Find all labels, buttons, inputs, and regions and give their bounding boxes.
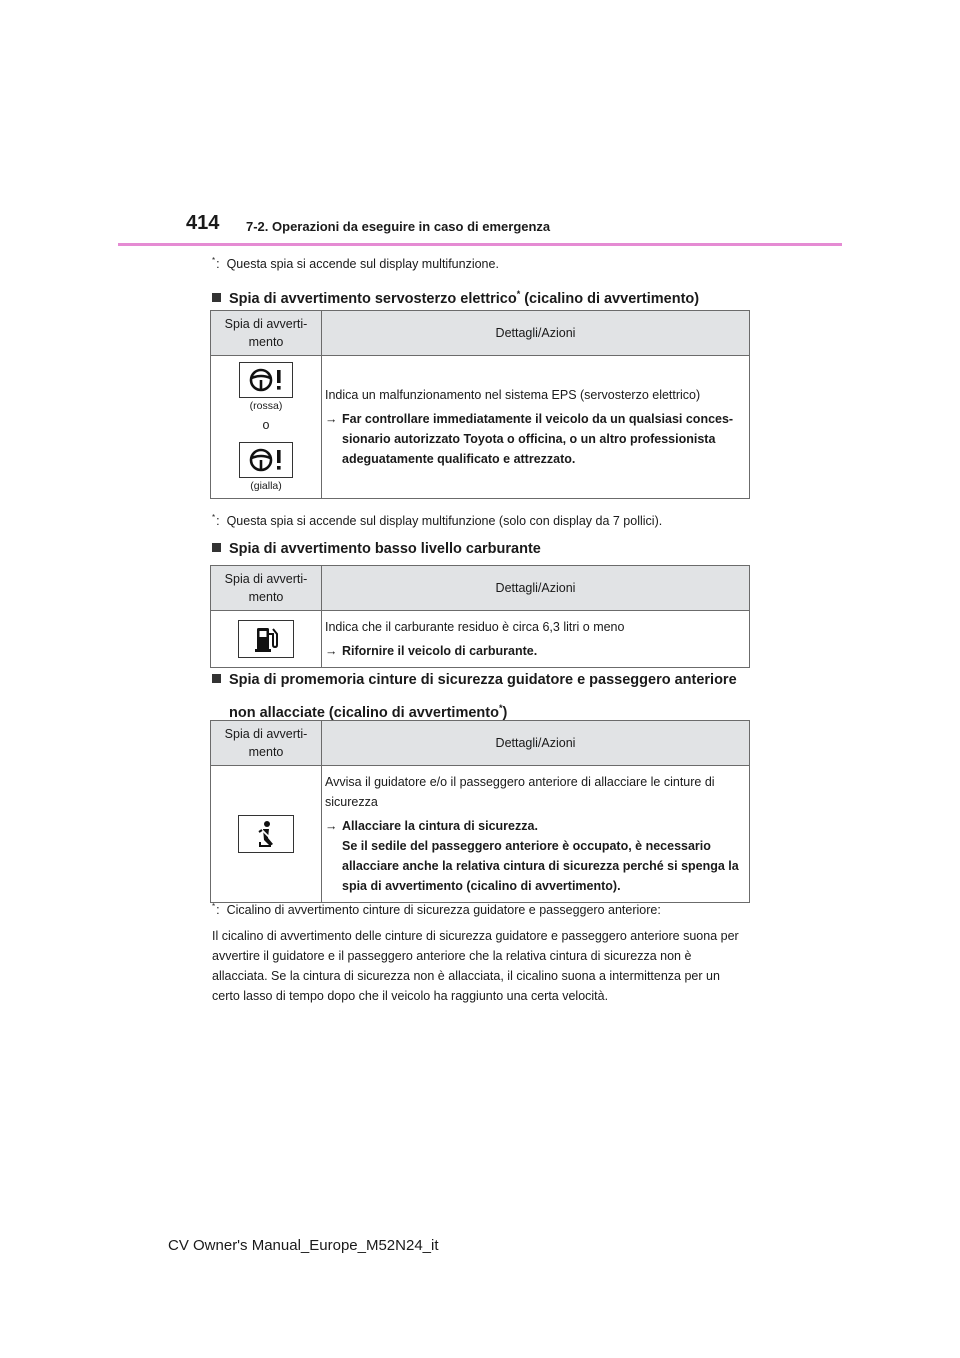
fuel-action-text: Rifornire il veicolo di carburante.: [342, 644, 538, 658]
eps-details-cell: [322, 356, 750, 499]
seatbelt-action: [325, 816, 745, 896]
column-header-details: Dettagli/Azioni: [322, 566, 750, 611]
eps-heading: [212, 282, 699, 311]
seatbelt-icon-cell: [211, 766, 322, 903]
fuel-icon-cell: [211, 611, 322, 668]
seatbelt-details-cell: [322, 766, 750, 903]
eps-icon-cell: [211, 356, 322, 499]
column-header-warning-light: Spia di avverti-mento: [211, 566, 322, 611]
footnote-text: Questa spia si accende sul display multifunzione.: [226, 257, 499, 272]
square-bullet-icon: [212, 543, 221, 552]
seatbelt-description: Avvisa il guidatore e/o il passeggero anteriore di allacciare le cinture di sicurezza: [325, 775, 715, 809]
steering-warning-icon: [239, 442, 293, 478]
seatbelt-action-line2: Se il sedile del passeggero anteriore è occupato, è necessario allacciare anche la relativa cintura di sicurezza perché si spenga la spia di avvertimento (cicalino di avvertimento).: [342, 839, 739, 893]
fuel-heading-text: Spia di avvertimento basso livello carburante: [229, 541, 541, 557]
footnote-text: Questa spia si accende sul display multifunzione (solo con display da 7 pollici).: [226, 514, 663, 529]
fuel-action: [325, 641, 745, 661]
table-row: [211, 766, 750, 903]
footnote-asterisk: *: [212, 256, 216, 265]
fuel-heading: [212, 537, 541, 561]
seatbelt-action-line1: Allacciare la cintura di sicurezza.: [342, 819, 538, 833]
square-bullet-icon: [212, 674, 221, 683]
seatbelt-heading-suffix: ): [502, 704, 508, 721]
footnote-colon: :: [216, 257, 220, 272]
or-label: o: [262, 418, 270, 432]
yellow-label: (gialla): [250, 480, 282, 492]
fuel-description: Indica che il carburante residuo è circa 6,3 litri o meno: [325, 620, 625, 634]
footnote-asterisk: *: [498, 703, 503, 713]
column-header-details: Dettagli/Azioni: [322, 721, 750, 766]
red-label: (rossa): [249, 400, 283, 412]
fuel-warning-table: [210, 565, 750, 668]
footnote-colon: :: [216, 903, 220, 918]
table-header-row: [211, 311, 750, 356]
section-title: 7-2. Operazioni da eseguire in caso di emergenza: [246, 219, 551, 234]
square-bullet-icon: [212, 293, 221, 302]
document-footer: CV Owner's Manual_Europe_M52N24_it: [168, 1237, 439, 1254]
seatbelt-buzzer-paragraph: Il cicalino di avvertimento delle cinture di sicurezza guidatore e passeggero anteriore suona per avvertire il guidatore e il passeggero anteriore che la relativa cintura di sicurezza non è allacciata. Se la cintura di sicurezza non è allacciata, il cicalino suona a intermittenza per un certo lasso di tempo dopo che il veicolo ha raggiunto una certa velocità.: [212, 929, 739, 1003]
table-header-row: [211, 566, 750, 611]
arrow-icon: →: [325, 644, 338, 658]
table-row: [211, 356, 750, 499]
footnote-asterisk: *: [212, 513, 216, 522]
column-header-details: Dettagli/Azioni: [322, 311, 750, 356]
page-number: 414: [186, 212, 220, 234]
column-header-warning-light: Spia di avverti-mento: [211, 721, 322, 766]
seatbelt-reminder-icon: [238, 815, 294, 853]
column-header-warning-light: Spia di avverti-mento: [211, 311, 322, 356]
fuel-details-cell: [322, 611, 750, 668]
eps-warning-table: [210, 310, 750, 499]
footnote-text: Cicalino di avvertimento cinture di sicurezza guidatore e passeggero anteriore:: [226, 903, 661, 918]
seatbelt-heading: [212, 668, 737, 725]
table-header-row: [211, 721, 750, 766]
eps-heading-text: Spia di avvertimento servosterzo elettrico: [229, 290, 517, 307]
seatbelt-heading-line1: Spia di promemoria cinture di sicurezza guidatore e passeggero anteriore: [229, 672, 737, 688]
footnote-asterisk: *: [212, 902, 216, 911]
footnote-colon: :: [216, 514, 220, 529]
footnote-multifunction-display: [212, 256, 499, 271]
eps-heading-suffix: (cicalino di avvertimento): [520, 290, 700, 307]
footnote-asterisk: *: [516, 289, 521, 299]
steering-warning-icon: [239, 362, 293, 398]
fuel-pump-icon: [238, 620, 294, 658]
header-rule: [118, 243, 842, 246]
eps-action: [325, 409, 745, 469]
footnote-seatbelt-buzzer: [212, 902, 661, 917]
footnote-7inch-display: [212, 513, 662, 528]
seatbelt-heading-line2: non allacciate (cicalino di avvertimento: [229, 704, 499, 721]
arrow-icon: →: [325, 819, 338, 833]
eps-description: Indica un malfunzionamento nel sistema EPS (servosterzo elettrico): [325, 388, 701, 402]
table-row: [211, 611, 750, 668]
eps-action-text: Far controllare immediatamente il veicolo da un qualsiasi conces-sionario autorizzato Toyota o officina, o un altro professionista adeguatamente qualificato e attrezzato.: [342, 412, 734, 466]
arrow-icon: →: [325, 412, 338, 426]
seatbelt-warning-table: [210, 720, 750, 903]
